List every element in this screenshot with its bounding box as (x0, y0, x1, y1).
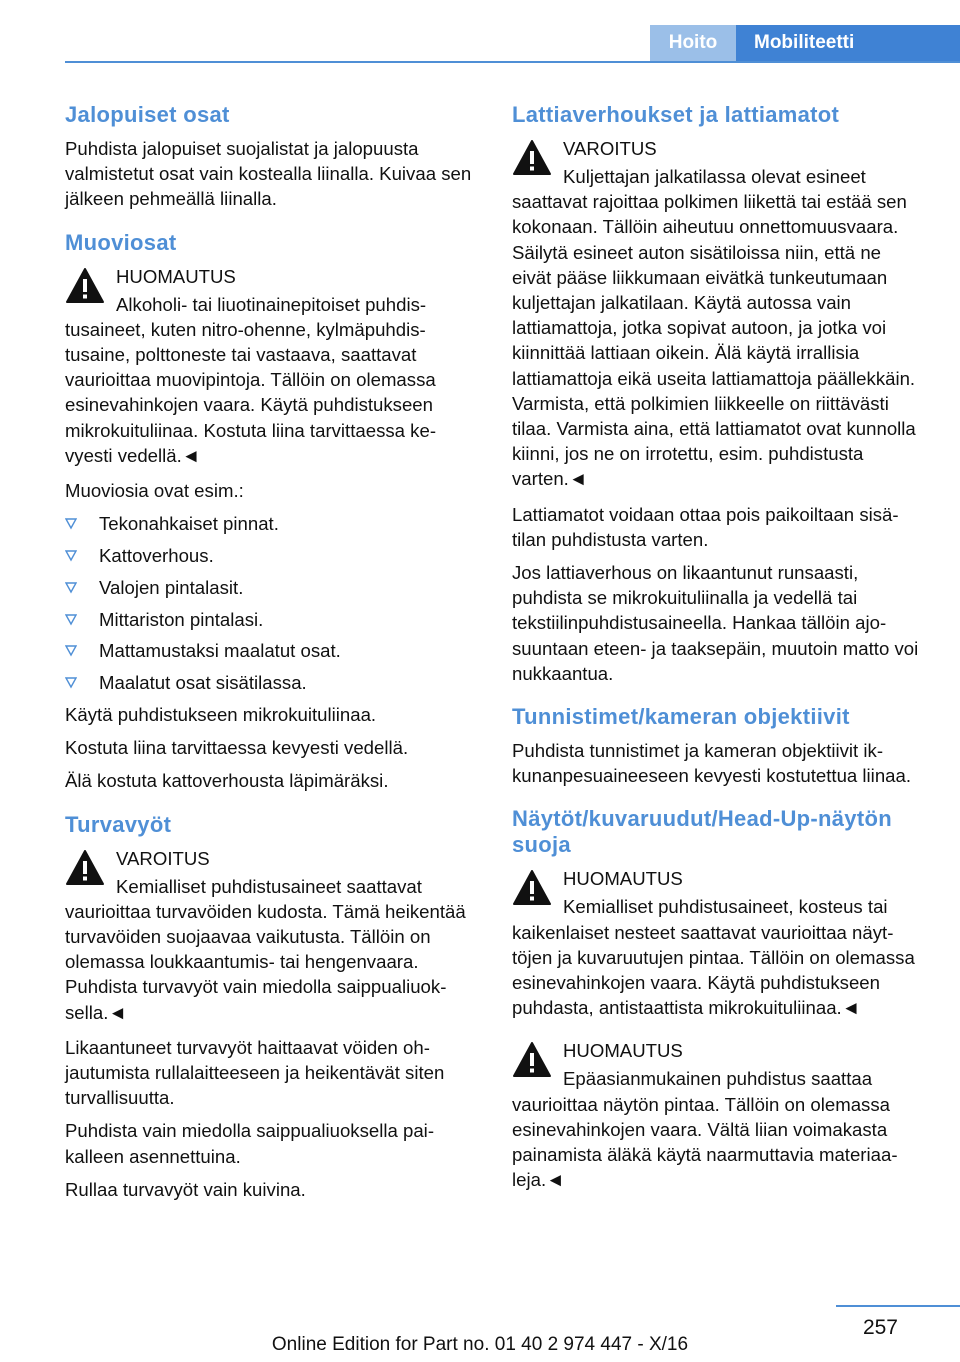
warning-text: Kuljettajan jalkatilassa olevat esineet saattavat rajoittaa polkimen liikettä tai estää sen kokonaan. Tällöin aiheutuu onnettomuusvaara. Säilytä esineet auton sisätiloissa niin, että ne eivät pääse liikkumaan eivätkä tunkeutumaan kuljettajan jalkatilaan. Käytä autossa vain lattiamattoja, jotka sopivat autoon, ja jotka voi kiinnittää lattiaan oikein. Älä käytä irrallisia lattiamattoja eikä useita lattiamattoja päällekkäin. Varmista, että polkimien liikkeelle on riittävästi tilaa. Varmista aina, että lattiamatot ovat kunnolla kiinni, jos ne on irrotettu, esim. puhdistusta varten.◄ (512, 166, 916, 490)
warning-label: VAROITUS (563, 138, 657, 159)
section-title: Jalopuiset osat (65, 102, 230, 127)
notice-box (512, 1038, 924, 1192)
warning-box (512, 136, 924, 492)
section-jalopuiset-osat (65, 102, 477, 212)
notice-label: HUOMAUTUS (563, 1040, 683, 1062)
section-title: Tunnistimet/kameran objektiivit (512, 704, 850, 730)
paragraph: Puhdista vain miedolla saippualiuoksella paikalleen asennettuina. (65, 1120, 435, 1167)
notice-text: Alkoholi- tai liuotinainepitoiset puhdistusaineet, kuten nitro-ohenne, kylmäpuhdistusaine, polttoneste tai vastaava, saattavat vaurioittaa muovipintoja. Tällöin on olemassa esinevahinkojen vaara. Käytä puhdistukseen mikrokuituliinaa. Kostuta liina tarvittaessa kevyesti vedellä.◄ (65, 293, 437, 466)
bullet-list (65, 511, 477, 695)
warning-box (65, 846, 477, 1025)
warning-triangle-icon (512, 138, 552, 178)
section-title: Lattiaverhoukset ja lattiamatot (512, 102, 840, 127)
list-item: Mittariston pintalasi. (65, 607, 477, 632)
list-item: Tekonahkaiset pinnat. (65, 511, 477, 536)
warning-triangle-icon (512, 1040, 552, 1080)
warning-triangle-icon (65, 266, 105, 306)
section-lattiaverhoukset (512, 102, 924, 686)
header-rule (65, 61, 960, 63)
section-turvavyot (65, 812, 477, 1202)
paragraph: Puhdista tunnistimet ja kameran objektiivit ikkunanpesuaineeseen kevyesti kostutettua liinaa. (512, 740, 912, 787)
paragraph: Lattiamatot voidaan ottaa pois paikoiltaan sisätilan puhdistusta varten. (512, 503, 899, 550)
list-item: Kattoverhous. (65, 543, 477, 568)
paragraph: Kostuta liina tarvittaessa kevyesti vedellä. (65, 737, 409, 759)
list-item: Maalatut osat sisätilassa. (65, 670, 477, 695)
paragraph: Likaantuneet turvavyöt haittaavat vöiden ohjautumista rullalaitteeseen ja heikentävät siten turvallisuutta. (65, 1036, 445, 1109)
notice-text: Kemialliset puhdistusaineet, kosteus tai kaikenlaiset nesteet saattavat vaurioittaa näyttöjen ja kuvaruutujen pintaa. Tällöin on olemassa esinevahinkojen vaara. Käytä puhdistukseen puhdasta, antistaattista mikrokuituliinaa.◄ (512, 896, 915, 1019)
paragraph: Puhdista jalopuiset suojalistat ja jalopuusta valmistetut osat vain kostealla liinalla. Kuivaa sen jälkeen pehmeällä liinalla. (65, 138, 472, 210)
paragraph: Jos lattiaverhous on likaantunut runsaasti, puhdista se mikrokuituliinalla ja vedellä tai tekstiilinpuhdistusaineella. Hankaa tällöin ajosuuntaan eteen- ja taaksepäin, muutoin matto voi nukkaantua. (512, 562, 919, 684)
list-item: Valojen pintalasit. (65, 575, 477, 600)
notice-label: HUOMAUTUS (116, 265, 236, 287)
section-title: Näytöt/kuvaruudut/Head-Up-näytön suoja (512, 806, 892, 858)
left-column (65, 102, 477, 1220)
warning-triangle-icon (65, 848, 105, 888)
section-muoviosat (65, 230, 477, 794)
section-title: Turvavyöt (65, 811, 172, 837)
tab-hoito[interactable]: Hoito (650, 25, 736, 61)
paragraph: Älä kostuta kattoverhousta läpimäräksi. (65, 770, 389, 792)
paragraph: Rullaa turvavyöt vain kuivina. (65, 1178, 306, 1200)
warning-triangle-icon (512, 868, 552, 908)
warning-text: Kemialliset puhdistusaineet saattavat vaurioittaa turvavöiden kudosta. Tämä heikentää turvavöiden suojaavaa vaikutusta. Tällöin on olemassa loukkaantumis- tai hengenvaara. Puhdista turvavyöt vain miedolla saippualiuoksella.◄ (65, 875, 466, 1023)
page-header (0, 25, 960, 61)
paragraph: Muoviosia ovat esim.: (65, 480, 244, 502)
right-column (512, 102, 924, 1211)
edition-footer: Online Edition for Part no. 01 40 2 974 447 - X/16 (271, 1334, 689, 1355)
notice-label: HUOMAUTUS (563, 868, 683, 890)
notice-box (512, 866, 924, 1020)
notice-box (65, 264, 477, 468)
paragraph: Käytä puhdistukseen mikrokuituliinaa. (65, 704, 377, 726)
tab-mobiliteetti[interactable]: Mobiliteetti (736, 25, 960, 61)
section-tunnistimet (512, 704, 924, 788)
section-naytot (512, 806, 924, 1192)
footer-rule (836, 1305, 960, 1307)
page-number: 257 (862, 1316, 898, 1339)
warning-label: VAROITUS (116, 847, 210, 869)
notice-text: Epäasianmukainen puhdistus saattaa vaurioittaa näytön pintaa. Tällöin on olemassa esinevahinkojen vaara. Vältä liian voimakasta painamista äläkä käytä naarmuttavia materiaaleja.◄ (512, 1068, 898, 1191)
list-item: Mattamustaksi maalatut osat. (65, 638, 477, 663)
section-title: Muoviosat (65, 229, 177, 255)
